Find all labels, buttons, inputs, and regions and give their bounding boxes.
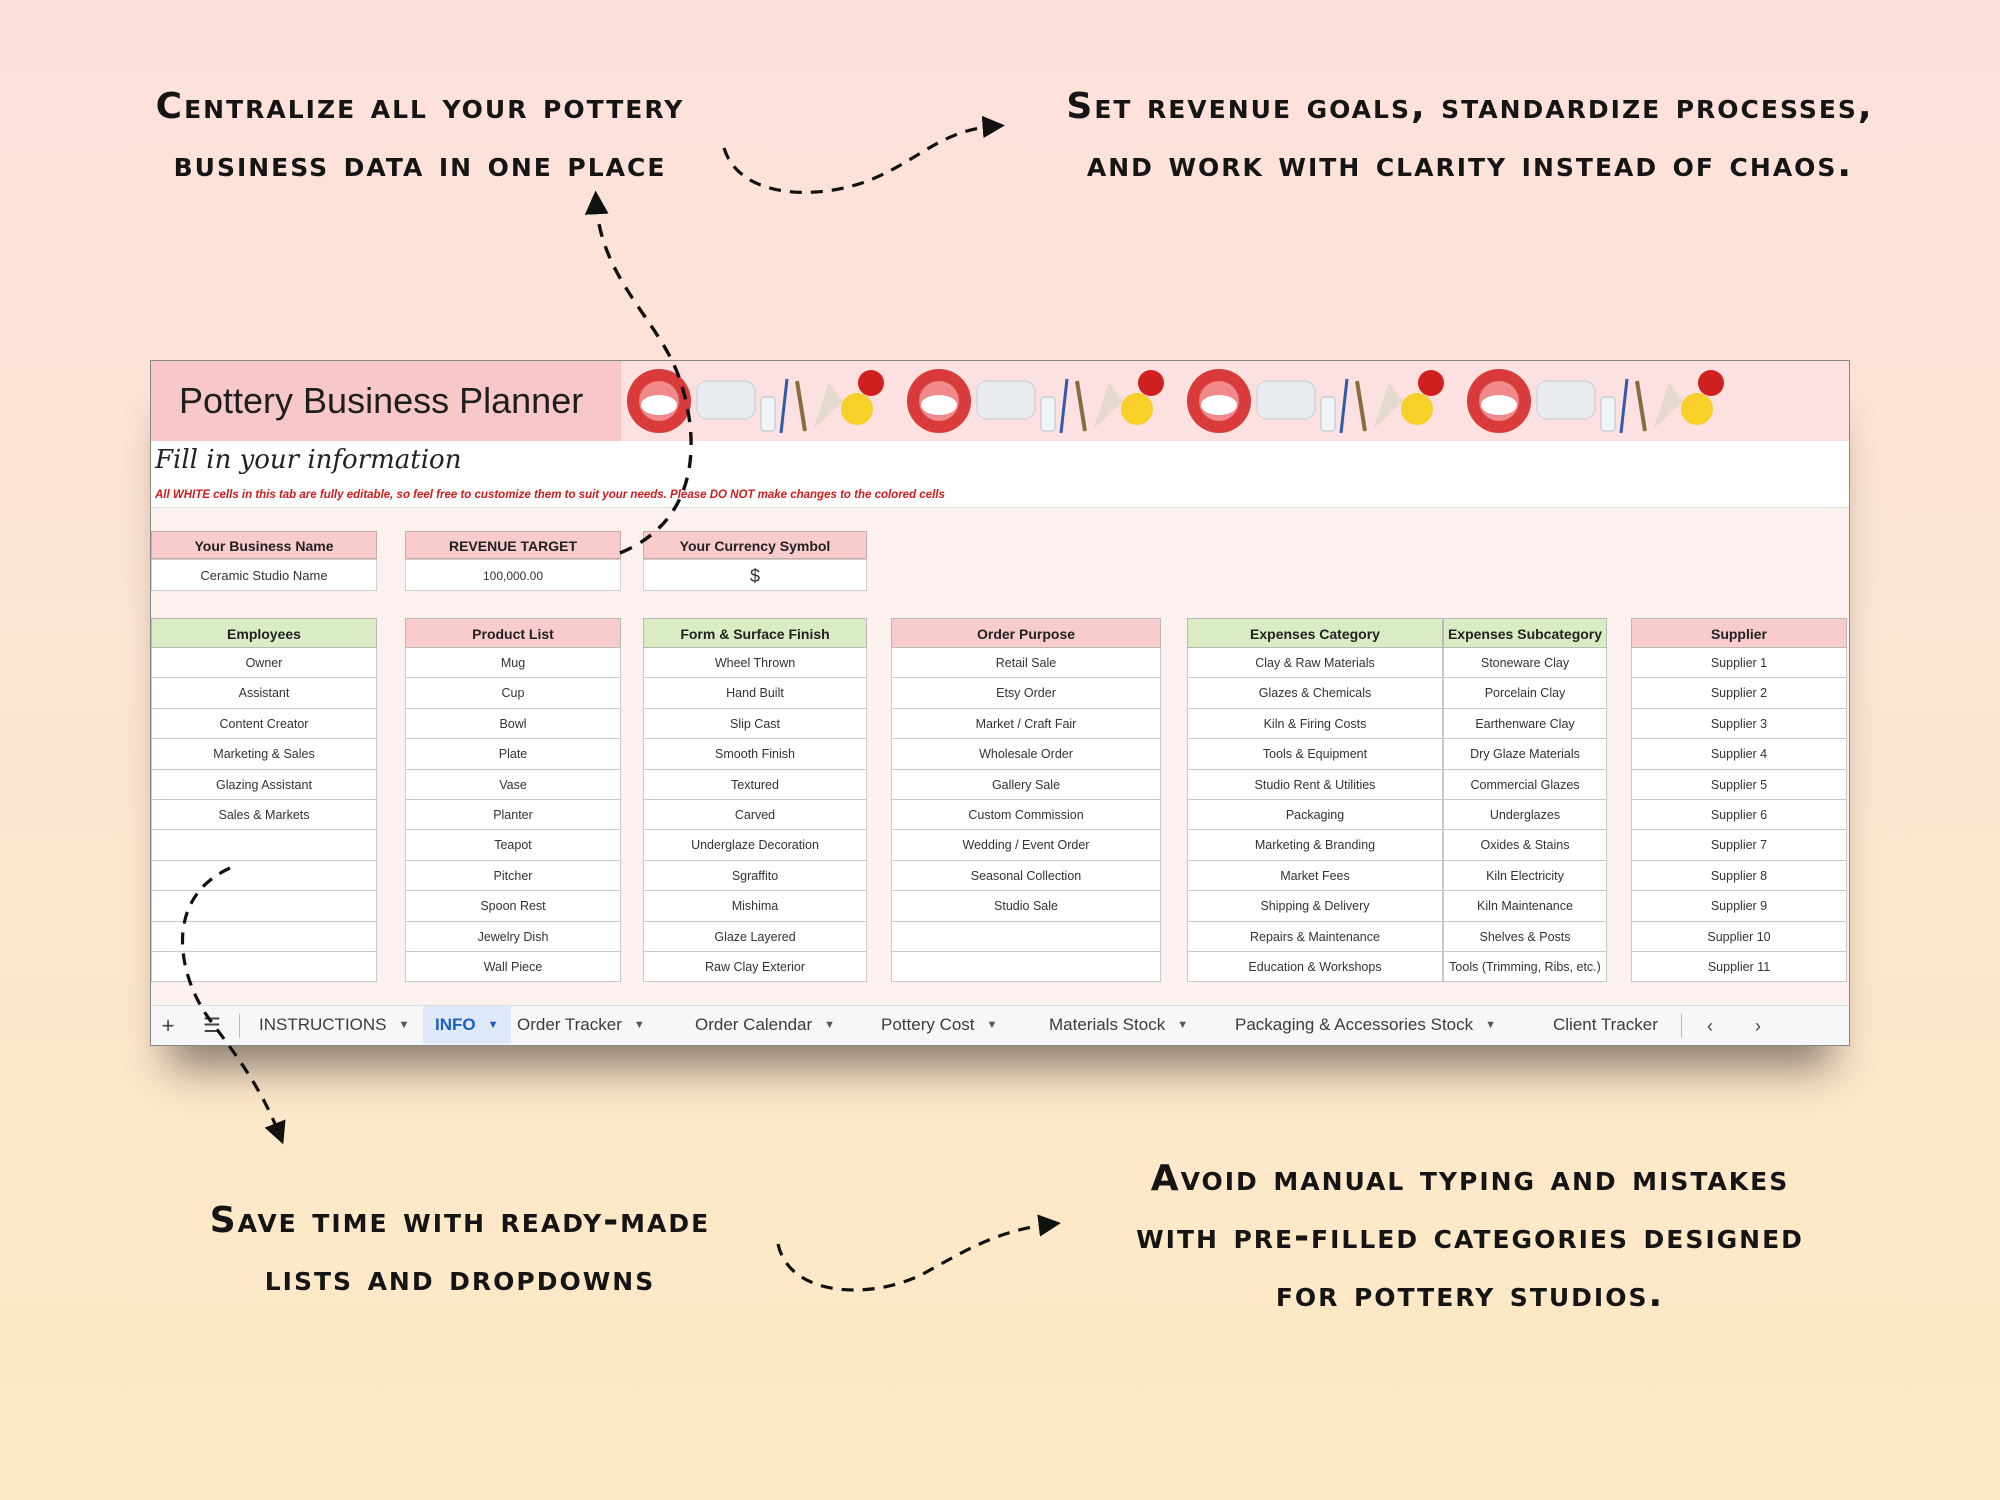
sheet-tab-label: INFO: [435, 1015, 476, 1034]
column-header: Order Purpose: [891, 618, 1161, 648]
sheet-tab[interactable]: [683, 1006, 847, 1044]
list-cell[interactable]: Supplier 9: [1631, 891, 1847, 921]
list-cell[interactable]: Underglazes: [1443, 800, 1607, 830]
list-cell[interactable]: [151, 830, 377, 860]
list-cell[interactable]: Raw Clay Exterior: [643, 952, 867, 982]
list-cell[interactable]: Wholesale Order: [891, 739, 1161, 769]
business-name-label: Your Business Name: [151, 531, 377, 559]
callout-top-left: [110, 78, 730, 194]
list-cell[interactable]: Glazing Assistant: [151, 770, 377, 800]
hamburger-menu-icon[interactable]: ☰: [203, 1015, 221, 1037]
sheet-tab[interactable]: [869, 1006, 1009, 1044]
list-column: [891, 618, 1161, 982]
list-cell[interactable]: Stoneware Clay: [1443, 648, 1607, 678]
list-column: [1187, 618, 1443, 982]
list-cell[interactable]: Market / Craft Fair: [891, 709, 1161, 739]
list-cell[interactable]: Supplier 2: [1631, 678, 1847, 708]
list-cell[interactable]: Glazes & Chemicals: [1187, 678, 1443, 708]
list-cell[interactable]: Kiln & Firing Costs: [1187, 709, 1443, 739]
caret-down-icon[interactable]: ▼: [487, 1019, 499, 1031]
list-cell[interactable]: Clay & Raw Materials: [1187, 648, 1443, 678]
list-cell[interactable]: Pitcher: [405, 861, 621, 891]
sheet-tab[interactable]: [1541, 1006, 1670, 1044]
list-cell[interactable]: Tools & Equipment: [1187, 739, 1443, 769]
list-cell[interactable]: Supplier 1: [1631, 648, 1847, 678]
callout-top-right: [1030, 78, 1910, 194]
list-cell[interactable]: Gallery Sale: [891, 770, 1161, 800]
callout-line: for pottery studios.: [1275, 1274, 1665, 1315]
list-cell[interactable]: Supplier 7: [1631, 830, 1847, 860]
list-cell[interactable]: Assistant: [151, 678, 377, 708]
list-cell[interactable]: [151, 922, 377, 952]
list-cell[interactable]: Hand Built: [643, 678, 867, 708]
list-cell[interactable]: Oxides & Stains: [1443, 830, 1607, 860]
list-cell[interactable]: Supplier 8: [1631, 861, 1847, 891]
list-cell[interactable]: Supplier 6: [1631, 800, 1847, 830]
plus-icon[interactable]: +: [161, 1013, 175, 1038]
list-column: [151, 618, 377, 982]
callout-line: and work with clarity instead of chaos.: [1086, 144, 1854, 185]
list-column: [1443, 618, 1607, 982]
list-cell[interactable]: Vase: [405, 770, 621, 800]
list-cell[interactable]: [151, 861, 377, 891]
list-cell[interactable]: Underglaze Decoration: [643, 830, 867, 860]
list-cell[interactable]: Carved: [643, 800, 867, 830]
list-column: [1631, 618, 1847, 982]
revenue-target-label: REVENUE TARGET: [405, 531, 621, 559]
list-cell[interactable]: Retail Sale: [891, 648, 1161, 678]
arrow-top-curl: [724, 126, 996, 192]
currency-symbol-label: Your Currency Symbol: [643, 531, 867, 559]
list-cell[interactable]: Jewelry Dish: [405, 922, 621, 952]
list-cell[interactable]: Dry Glaze Materials: [1443, 739, 1607, 769]
list-cell[interactable]: Bowl: [405, 709, 621, 739]
sheet-tab[interactable]: [423, 1006, 511, 1044]
list-cell[interactable]: Mug: [405, 648, 621, 678]
list-cell[interactable]: Glaze Layered: [643, 922, 867, 952]
list-cell[interactable]: Sgraffito: [643, 861, 867, 891]
list-cell[interactable]: Education & Workshops: [1187, 952, 1443, 982]
list-cell[interactable]: Porcelain Clay: [1443, 678, 1607, 708]
sheet-subtitle: Fill in your information: [155, 445, 462, 475]
list-cell[interactable]: Sales & Markets: [151, 800, 377, 830]
list-cell[interactable]: Supplier 10: [1631, 922, 1847, 952]
list-cell[interactable]: Supplier 11: [1631, 952, 1847, 982]
list-cell[interactable]: Shipping & Delivery: [1187, 891, 1443, 921]
chevron-left-icon[interactable]: ‹: [1707, 1016, 1713, 1036]
list-column: [405, 618, 621, 982]
tab-divider: [239, 1014, 240, 1038]
editing-note: All WHITE cells in this tab are fully editable, so feel free to customize them to suit your needs. Please DO NOT make changes to the colored cells: [155, 489, 945, 501]
pottery-decoration-strip-icon: [621, 361, 1849, 441]
sheet-tab[interactable]: [1037, 1006, 1200, 1044]
sheet-tab[interactable]: [247, 1006, 421, 1044]
callout-line: Save time with ready-made: [209, 1200, 711, 1241]
callout-line: with pre-filled categories designed: [1136, 1216, 1804, 1257]
revenue-target-cell[interactable]: 100,000.00: [405, 559, 621, 591]
list-cell[interactable]: Planter: [405, 800, 621, 830]
sheet-tab[interactable]: [1223, 1006, 1508, 1044]
list-cell[interactable]: Seasonal Collection: [891, 861, 1161, 891]
tab-divider: [1681, 1014, 1682, 1038]
business-name-cell[interactable]: Ceramic Studio Name: [151, 559, 377, 591]
column-header: Employees: [151, 618, 377, 648]
list-cell[interactable]: Wall Piece: [405, 952, 621, 982]
list-cell[interactable]: Earthenware Clay: [1443, 709, 1607, 739]
column-header: Expenses Category: [1187, 618, 1443, 648]
list-cell[interactable]: Cup: [405, 678, 621, 708]
column-header: Product List: [405, 618, 621, 648]
list-cell[interactable]: Packaging: [1187, 800, 1443, 830]
header-banner: [151, 361, 1849, 441]
list-cell[interactable]: Shelves & Posts: [1443, 922, 1607, 952]
list-cell[interactable]: Studio Sale: [891, 891, 1161, 921]
list-cell[interactable]: Marketing & Branding: [1187, 830, 1443, 860]
planner-title: Pottery Business Planner: [151, 361, 621, 441]
sheet-tab-label: Packaging & Accessories Stock: [1235, 1015, 1474, 1034]
list-cell[interactable]: Slip Cast: [643, 709, 867, 739]
sheet-tab-bar: [151, 1005, 1849, 1045]
caret-down-icon[interactable]: ▼: [824, 1019, 836, 1031]
column-header: Expenses Subcategory: [1443, 618, 1607, 648]
caret-down-icon[interactable]: ▼: [1485, 1019, 1497, 1031]
list-cell[interactable]: Repairs & Maintenance: [1187, 922, 1443, 952]
column-header: Form & Surface Finish: [643, 618, 867, 648]
list-cell[interactable]: Supplier 3: [1631, 709, 1847, 739]
list-cell[interactable]: Content Creator: [151, 709, 377, 739]
list-cell[interactable]: Studio Rent & Utilities: [1187, 770, 1443, 800]
list-cell[interactable]: [891, 922, 1161, 952]
callout-bottom-left: [170, 1192, 750, 1308]
caret-down-icon[interactable]: ▼: [398, 1019, 410, 1031]
list-cell[interactable]: Tools (Trimming, Ribs, etc.): [1443, 952, 1607, 982]
list-cell[interactable]: Wedding / Event Order: [891, 830, 1161, 860]
list-cell[interactable]: [151, 952, 377, 982]
sheet-tab-label: Order Tracker: [517, 1015, 622, 1034]
list-cell[interactable]: Mishima: [643, 891, 867, 921]
sheet-tab-label: Order Calendar: [695, 1015, 813, 1034]
list-cell[interactable]: Wheel Thrown: [643, 648, 867, 678]
callout-bottom-right: [1080, 1150, 1860, 1324]
callout-line: business data in one place: [173, 144, 667, 185]
sheet-tab-label: Materials Stock: [1049, 1015, 1166, 1034]
list-cell[interactable]: Supplier 5: [1631, 770, 1847, 800]
list-cell[interactable]: [891, 952, 1161, 982]
spreadsheet-window: [150, 360, 1850, 1046]
list-cell[interactable]: Textured: [643, 770, 867, 800]
list-cell[interactable]: Plate: [405, 739, 621, 769]
callout-line: Avoid manual typing and mistakes: [1150, 1158, 1790, 1199]
sheet-tab-label: Client Tracker: [1553, 1015, 1658, 1034]
caret-down-icon[interactable]: ▼: [633, 1019, 645, 1031]
column-header: Supplier: [1631, 618, 1847, 648]
list-cell[interactable]: Owner: [151, 648, 377, 678]
sheet-tab-label: INSTRUCTIONS: [259, 1015, 387, 1034]
chevron-right-icon[interactable]: ›: [1755, 1016, 1761, 1036]
list-cell[interactable]: [151, 891, 377, 921]
list-cell[interactable]: Custom Commission: [891, 800, 1161, 830]
sheet-grid: [151, 361, 1849, 1005]
list-cell[interactable]: Smooth Finish: [643, 739, 867, 769]
list-cell[interactable]: Commercial Glazes: [1443, 770, 1607, 800]
caret-down-icon[interactable]: ▼: [1177, 1019, 1189, 1031]
list-cell[interactable]: Kiln Electricity: [1443, 861, 1607, 891]
list-cell[interactable]: Kiln Maintenance: [1443, 891, 1607, 921]
currency-symbol-cell[interactable]: $: [643, 559, 867, 591]
callout-line: lists and dropdowns: [264, 1258, 656, 1299]
list-column: [643, 618, 867, 982]
caret-down-icon[interactable]: ▼: [986, 1019, 998, 1031]
list-cell[interactable]: Teapot: [405, 830, 621, 860]
arrow-bottom-curl: [778, 1224, 1052, 1290]
callout-line: Centralize all your pottery: [155, 86, 685, 127]
sheet-tab-label: Pottery Cost: [881, 1015, 975, 1034]
callout-line: Set revenue goals, standardize processes,: [1066, 86, 1874, 127]
list-cell[interactable]: Supplier 4: [1631, 739, 1847, 769]
list-cell[interactable]: Marketing & Sales: [151, 739, 377, 769]
list-cell[interactable]: Etsy Order: [891, 678, 1161, 708]
list-cell[interactable]: Market Fees: [1187, 861, 1443, 891]
sheet-tab[interactable]: [505, 1006, 657, 1044]
list-cell[interactable]: Spoon Rest: [405, 891, 621, 921]
